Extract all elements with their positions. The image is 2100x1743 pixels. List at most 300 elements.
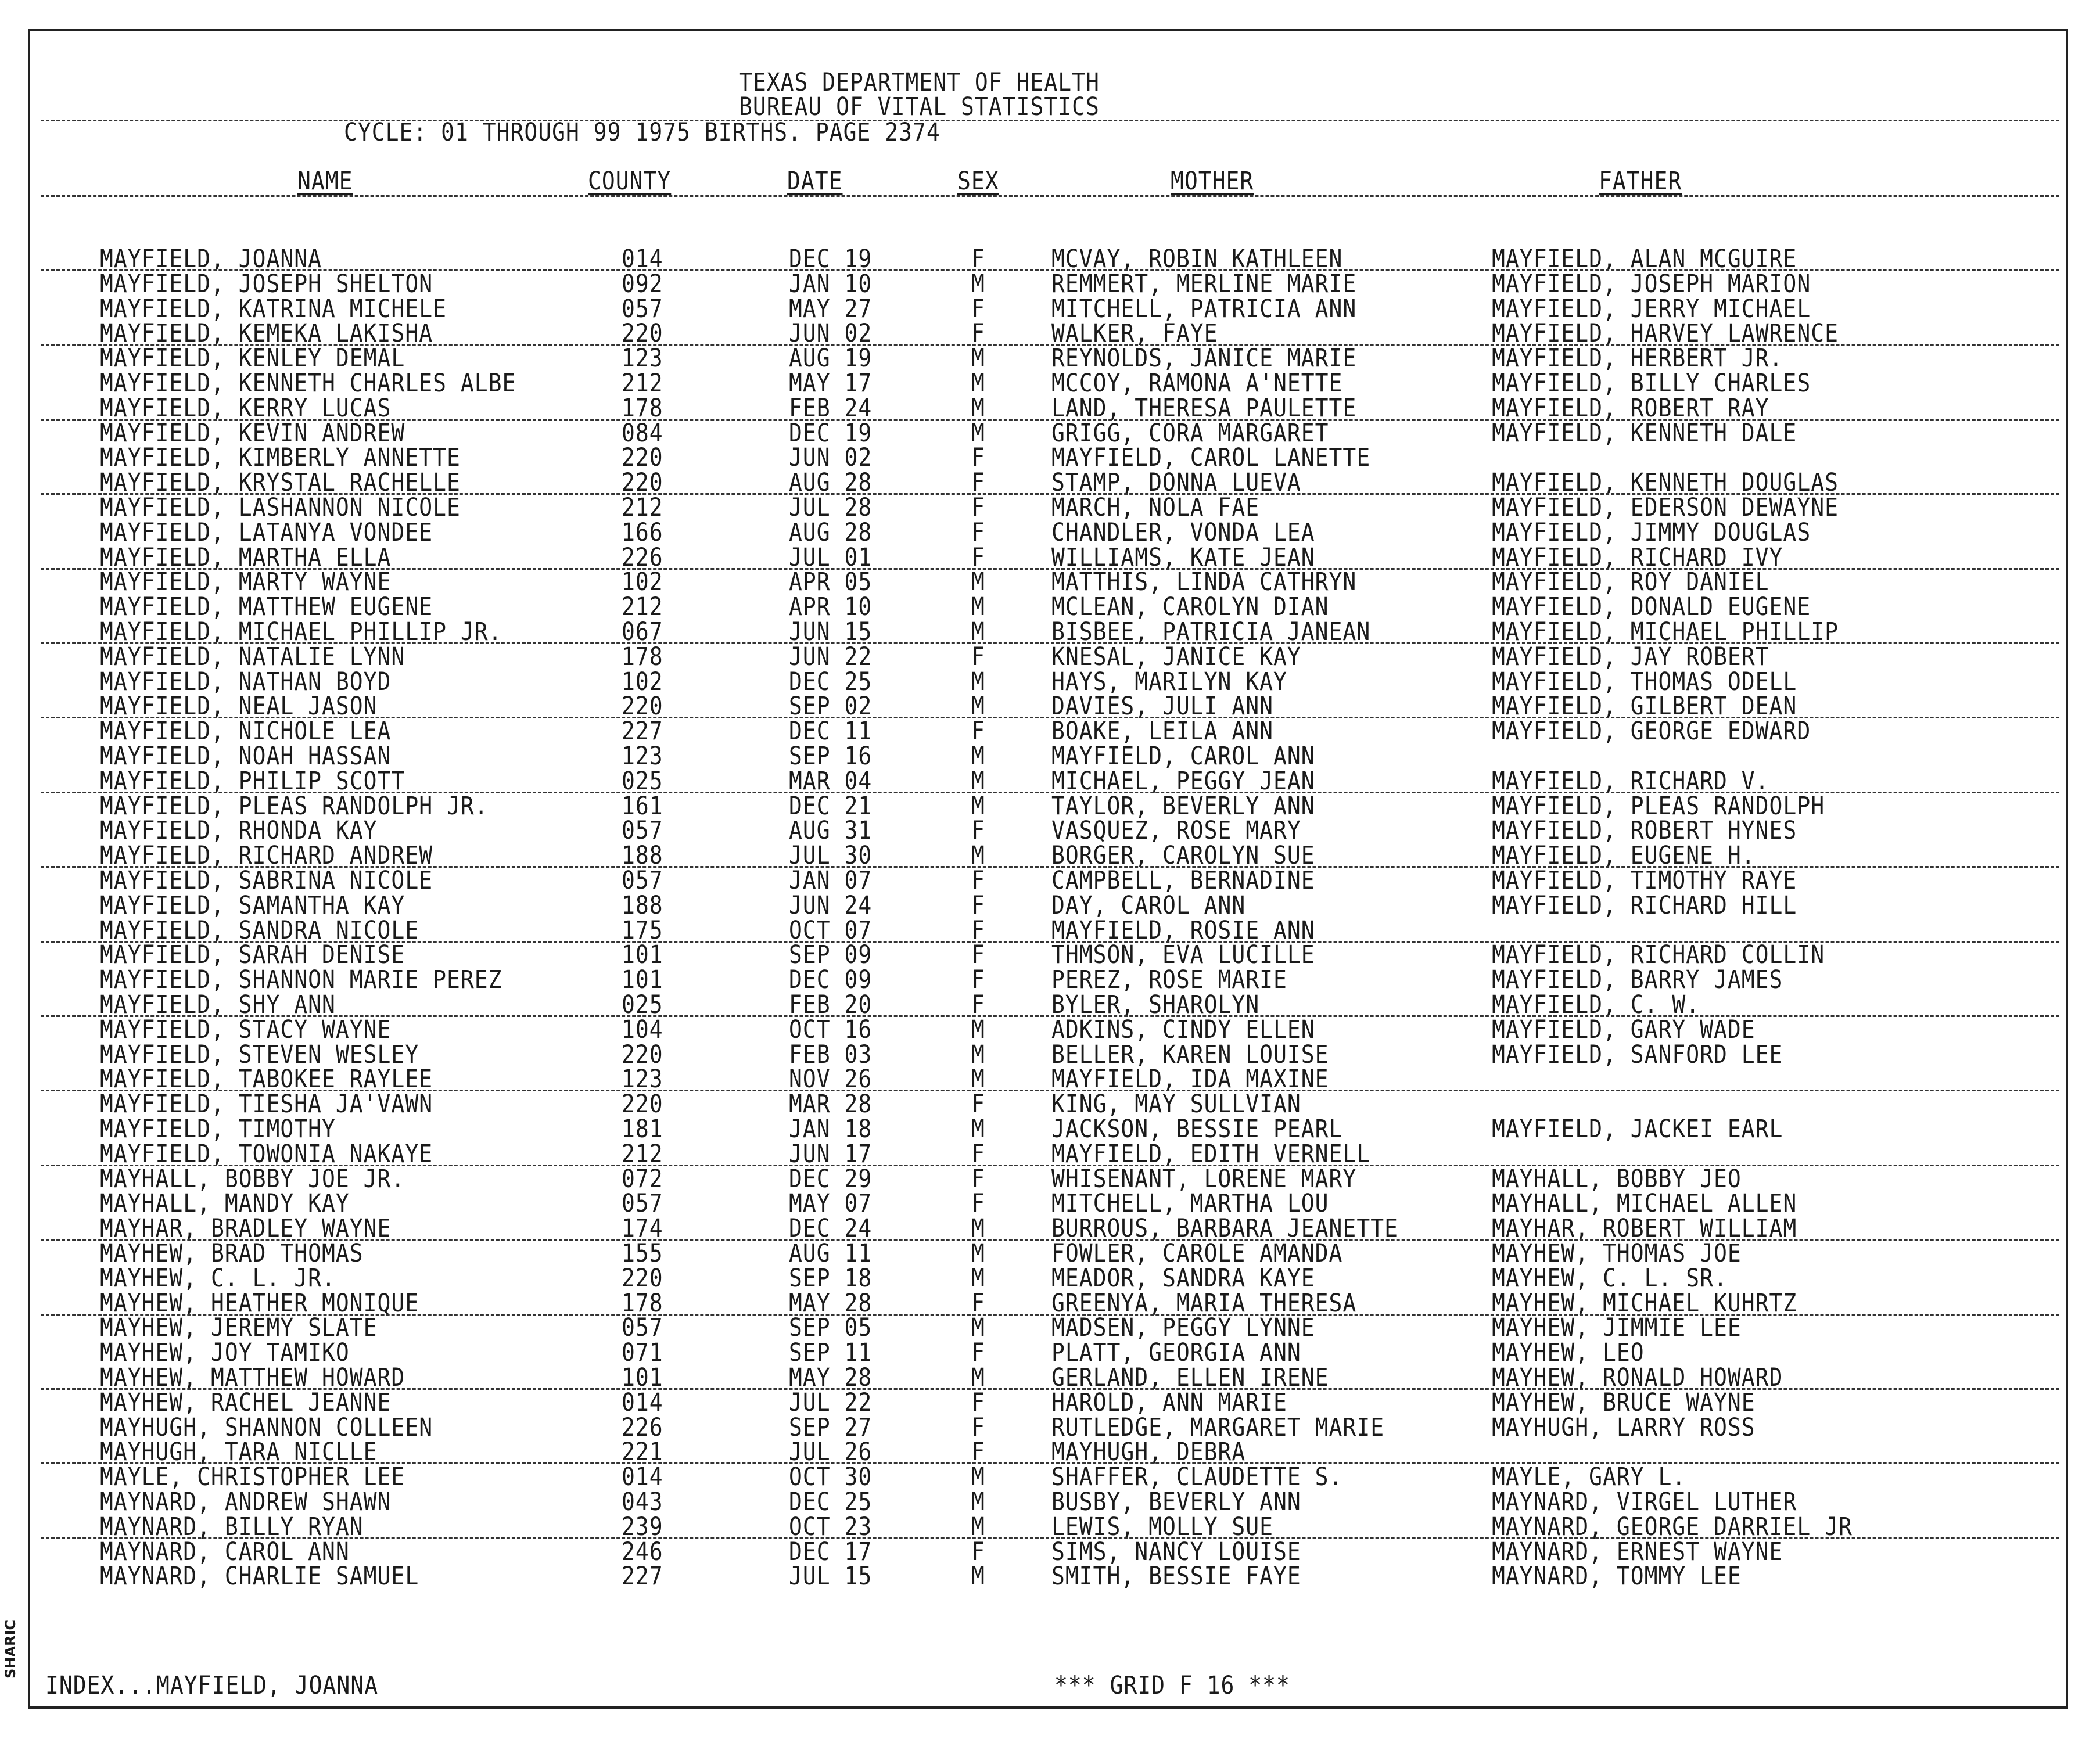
header-agency: TEXAS DEPARTMENT OF HEALTH	[739, 67, 1100, 97]
cell-name: MAYFIELD, NEAL JASON	[100, 692, 378, 721]
cell-county: 220	[622, 1040, 663, 1069]
cell-date: FEB 24	[789, 393, 873, 422]
cell-name: MAYFIELD, KENNETH CHARLES ALBE	[100, 368, 516, 398]
cell-name: MAYFIELD, PHILIP SCOTT	[100, 766, 405, 795]
cell-father: MAYFIELD, HARVEY LAWRENCE	[1492, 319, 1839, 348]
cell-sex: F	[971, 1139, 985, 1168]
side-label: SHARIC	[2, 1620, 19, 1679]
table-row	[0, 892, 2100, 917]
cell-mother: BORGER, CAROLYN SUE	[1051, 841, 1315, 870]
table-row	[0, 816, 2100, 845]
footer-grid: *** GRID F 16 ***	[1054, 1670, 1290, 1700]
cell-mother: MCVAY, ROBIN KATHLEEN	[1051, 244, 1343, 274]
cell-name: MAYFIELD, KIMBERLY ANNETTE	[100, 443, 461, 472]
cell-sex: M	[971, 617, 985, 646]
cell-father: MAYFIELD, SANFORD LEE	[1492, 1040, 1783, 1069]
cell-father: MAYFIELD, RICHARD COLLIN	[1492, 940, 1825, 969]
cell-mother: BISBEE, PATRICIA JANEAN	[1051, 617, 1371, 646]
cell-sex: F	[971, 1288, 985, 1317]
cell-date: FEB 03	[789, 1040, 873, 1069]
cell-mother: MITCHELL, MARTHA LOU	[1051, 1189, 1329, 1218]
cell-name: MAYFIELD, STACY WAYNE	[100, 1015, 392, 1044]
cell-mother: LEWIS, MOLLY SUE	[1051, 1512, 1274, 1541]
table-row	[0, 592, 2100, 621]
cell-date: DEC 19	[789, 244, 873, 274]
cell-date: NOV 26	[789, 1065, 873, 1094]
cell-sex: M	[971, 418, 985, 447]
cell-sex: F	[971, 244, 985, 274]
cell-mother: GRIGG, CORA MARGARET	[1051, 418, 1329, 447]
cell-county: 166	[622, 517, 663, 547]
cell-name: MAYFIELD, TABOKEE RAYLEE	[100, 1065, 433, 1094]
table-row	[0, 1263, 2100, 1292]
cell-father: MAYFIELD, EDERSON DEWAYNE	[1492, 493, 1839, 522]
cell-father: MAYFIELD, GARY WADE	[1492, 1015, 1756, 1044]
table-row	[0, 791, 2100, 820]
cell-name: MAYFIELD, LASHANNON NICOLE	[100, 493, 461, 522]
cell-father: MAYHUGH, LARRY ROSS	[1492, 1413, 1756, 1442]
cell-county: 188	[622, 890, 663, 919]
cell-sex: M	[971, 1065, 985, 1094]
cell-county: 101	[622, 1363, 663, 1392]
cell-father: MAYNARD, VIRGEL LUTHER	[1492, 1487, 1797, 1516]
cell-date: JAN 07	[789, 865, 873, 895]
cell-date: MAY 27	[789, 294, 873, 323]
cell-father: MAYFIELD, MICHAEL PHILLIP	[1492, 617, 1839, 646]
cell-father: MAYFIELD, RICHARD HILL	[1492, 890, 1797, 919]
table-row	[0, 915, 2100, 944]
cell-father: MAYFIELD, HERBERT JR.	[1492, 344, 1783, 373]
cell-date: JUN 22	[789, 642, 873, 671]
table-row	[0, 294, 2100, 323]
cell-mother: ADKINS, CINDY ELLEN	[1051, 1015, 1315, 1044]
cell-name: MAYFIELD, MARTHA ELLA	[100, 542, 392, 572]
cell-sex: M	[971, 741, 985, 771]
cell-date: SEP 11	[789, 1338, 873, 1367]
cell-name: MAYFIELD, MATTHEW EUGENE	[100, 592, 433, 621]
cell-name: MAYFIELD, RHONDA KAY	[100, 816, 378, 845]
cell-sex: F	[971, 915, 985, 944]
cell-father: MAYNARD, GEORGE DARRIEL JR	[1492, 1512, 1853, 1541]
cell-father: MAYFIELD, RICHARD IVY	[1492, 542, 1783, 572]
cell-mother: WHISENANT, LORENE MARY	[1051, 1164, 1357, 1193]
cell-name: MAYHEW, BRAD THOMAS	[100, 1238, 364, 1268]
cell-name: MAYFIELD, RICHARD ANDREW	[100, 841, 433, 870]
cell-father: MAYHALL, BOBBY JEO	[1492, 1164, 1742, 1193]
cell-father: MAYNARD, ERNEST WAYNE	[1492, 1537, 1783, 1566]
cell-mother: DAVIES, JULI ANN	[1051, 692, 1274, 721]
cell-county: 014	[622, 1462, 663, 1492]
cell-county: 057	[622, 816, 663, 845]
cell-sex: M	[971, 344, 985, 373]
cell-mother: MATTHIS, LINDA CATHRYN	[1051, 567, 1357, 596]
cell-name: MAYFIELD, KEVIN ANDREW	[100, 418, 405, 447]
cell-date: OCT 23	[789, 1512, 873, 1541]
cell-mother: MAYFIELD, ROSIE ANN	[1051, 915, 1315, 944]
cell-county: 123	[622, 741, 663, 771]
cell-name: MAYLE, CHRISTOPHER LEE	[100, 1462, 405, 1492]
cell-father: MAYFIELD, ROBERT HYNES	[1492, 816, 1797, 845]
table-row	[0, 1139, 2100, 1168]
cell-mother: JACKSON, BESSIE PEARL	[1051, 1114, 1343, 1144]
cell-mother: MICHAEL, PEGGY JEAN	[1051, 766, 1315, 795]
cell-date: AUG 28	[789, 517, 873, 547]
cell-father: MAYFIELD, C. W.	[1492, 990, 1700, 1019]
cell-county: 212	[622, 493, 663, 522]
cell-mother: PEREZ, ROSE MARIE	[1051, 965, 1287, 994]
cell-county: 071	[622, 1338, 663, 1367]
cell-county: 014	[622, 1388, 663, 1417]
cell-county: 092	[622, 269, 663, 298]
cell-mother: MCCOY, RAMONA A'NETTE	[1051, 368, 1343, 398]
cell-sex: F	[971, 294, 985, 323]
table-row	[0, 642, 2100, 671]
cell-name: MAYHEW, RACHEL JEANNE	[100, 1388, 392, 1417]
cell-father: MAYFIELD, EUGENE H.	[1492, 841, 1756, 870]
cell-mother: MADSEN, PEGGY LYNNE	[1051, 1313, 1315, 1342]
cell-sex: F	[971, 517, 985, 547]
col-sex: SEX	[957, 166, 999, 196]
table-row	[0, 865, 2100, 895]
table-row	[0, 990, 2100, 1019]
cell-name: MAYFIELD, JOSEPH SHELTON	[100, 269, 433, 298]
table-row	[0, 1114, 2100, 1144]
cell-mother: MAYFIELD, EDITH VERNELL	[1051, 1139, 1371, 1168]
cell-name: MAYFIELD, NATHAN BOYD	[100, 667, 392, 696]
cell-mother: THMSON, EVA LUCILLE	[1051, 940, 1315, 969]
cell-mother: MAYFIELD, CAROL ANN	[1051, 741, 1315, 771]
cell-name: MAYFIELD, NATALIE LYNN	[100, 642, 405, 671]
cell-date: JUL 15	[789, 1562, 873, 1591]
cell-date: SEP 02	[789, 692, 873, 721]
table-row	[0, 244, 2100, 274]
cell-name: MAYHUGH, SHANNON COLLEEN	[100, 1413, 433, 1442]
cell-name: MAYFIELD, LATANYA VONDEE	[100, 517, 433, 547]
table-row	[0, 493, 2100, 522]
cell-date: DEC 21	[789, 791, 873, 820]
cell-county: 084	[622, 418, 663, 447]
cell-county: 181	[622, 1114, 663, 1144]
cell-father: MAYFIELD, TIMOTHY RAYE	[1492, 865, 1797, 895]
col-name: NAME	[297, 166, 353, 196]
cell-name: MAYHALL, MANDY KAY	[100, 1189, 350, 1218]
cell-county: 212	[622, 592, 663, 621]
cell-county: 174	[622, 1214, 663, 1243]
cell-name: MAYHEW, HEATHER MONIQUE	[100, 1288, 419, 1317]
cell-sex: F	[971, 940, 985, 969]
table-row	[0, 1214, 2100, 1243]
cell-sex: F	[971, 1164, 985, 1193]
cell-mother: BUSBY, BEVERLY ANN	[1051, 1487, 1301, 1516]
cell-sex: M	[971, 766, 985, 795]
cell-county: 025	[622, 766, 663, 795]
cell-date: AUG 11	[789, 1238, 873, 1268]
table-row	[0, 766, 2100, 795]
cell-father: MAYNARD, TOMMY LEE	[1492, 1562, 1742, 1591]
cell-date: MAY 28	[789, 1288, 873, 1317]
cell-date: JUL 01	[789, 542, 873, 572]
cell-sex: F	[971, 319, 985, 348]
cell-father: MAYHALL, MICHAEL ALLEN	[1492, 1189, 1797, 1218]
cell-sex: M	[971, 841, 985, 870]
cell-name: MAYFIELD, KATRINA MICHELE	[100, 294, 447, 323]
cell-name: MAYNARD, CHARLIE SAMUEL	[100, 1562, 419, 1591]
cell-county: 188	[622, 841, 663, 870]
cell-date: APR 05	[789, 567, 873, 596]
cell-county: 155	[622, 1238, 663, 1268]
cell-county: 178	[622, 1288, 663, 1317]
cell-sex: M	[971, 1040, 985, 1069]
cell-sex: F	[971, 1537, 985, 1566]
cell-county: 123	[622, 344, 663, 373]
table-row	[0, 617, 2100, 646]
table-row	[0, 692, 2100, 721]
cell-date: MAY 17	[789, 368, 873, 398]
cell-sex: F	[971, 865, 985, 895]
cell-mother: SMITH, BESSIE FAYE	[1051, 1562, 1301, 1591]
cell-date: SEP 09	[789, 940, 873, 969]
cell-mother: RUTLEDGE, MARGARET MARIE	[1051, 1413, 1385, 1442]
cell-sex: M	[971, 692, 985, 721]
cell-mother: CAMPBELL, BERNADINE	[1051, 865, 1315, 895]
cell-county: 123	[622, 1065, 663, 1094]
cell-name: MAYHEW, JEREMY SLATE	[100, 1313, 378, 1342]
cell-date: AUG 31	[789, 816, 873, 845]
cell-mother: REMMERT, MERLINE MARIE	[1051, 269, 1357, 298]
cell-date: JUN 02	[789, 319, 873, 348]
cell-sex: M	[971, 269, 985, 298]
cell-father: MAYFIELD, KENNETH DOUGLAS	[1492, 468, 1839, 497]
cell-name: MAYFIELD, TOWONIA NAKAYE	[100, 1139, 433, 1168]
cell-date: JUN 24	[789, 890, 873, 919]
cell-county: 221	[622, 1437, 663, 1467]
cell-date: JUL 26	[789, 1437, 873, 1467]
cell-name: MAYNARD, BILLY RYAN	[100, 1512, 364, 1541]
cell-date: APR 10	[789, 592, 873, 621]
cell-date: JUL 28	[789, 493, 873, 522]
cell-father: MAYFIELD, DONALD EUGENE	[1492, 592, 1811, 621]
cell-name: MAYFIELD, JOANNA	[100, 244, 322, 274]
cell-name: MAYFIELD, SANDRA NICOLE	[100, 915, 419, 944]
cell-mother: HAYS, MARILYN KAY	[1051, 667, 1287, 696]
table-row	[0, 443, 2100, 472]
cell-county: 014	[622, 244, 663, 274]
cell-date: DEC 19	[789, 418, 873, 447]
table-row	[0, 1189, 2100, 1218]
cell-name: MAYFIELD, KEMEKA LAKISHA	[100, 319, 433, 348]
cell-father: MAYHEW, THOMAS JOE	[1492, 1238, 1742, 1268]
table-row	[0, 1040, 2100, 1069]
table-row	[0, 1487, 2100, 1516]
cell-date: SEP 16	[789, 741, 873, 771]
table-row	[0, 841, 2100, 870]
cell-date: SEP 05	[789, 1313, 873, 1342]
cell-name: MAYFIELD, KERRY LUCAS	[100, 393, 392, 422]
cell-sex: M	[971, 592, 985, 621]
cell-sex: F	[971, 1413, 985, 1442]
header-bureau: BUREAU OF VITAL STATISTICS	[739, 92, 1100, 121]
cell-mother: SIMS, NANCY LOUISE	[1051, 1537, 1301, 1566]
cell-father: MAYFIELD, ROY DANIEL	[1492, 567, 1769, 596]
cell-sex: F	[971, 1189, 985, 1218]
cell-mother: MEADOR, SANDRA KAYE	[1051, 1263, 1315, 1292]
cell-county: 226	[622, 542, 663, 572]
cell-sex: F	[971, 1338, 985, 1367]
cell-date: JAN 18	[789, 1114, 873, 1144]
cell-father: MAYHEW, RONALD HOWARD	[1492, 1363, 1783, 1392]
cell-mother: CHANDLER, VONDA LEA	[1051, 517, 1315, 547]
cell-county: 102	[622, 667, 663, 696]
cell-county: 212	[622, 368, 663, 398]
cell-date: JUN 15	[789, 617, 873, 646]
table-row	[0, 319, 2100, 348]
cell-name: MAYFIELD, NOAH HASSAN	[100, 741, 392, 771]
column-header-divider	[41, 195, 2059, 197]
cell-mother: BELLER, KAREN LOUISE	[1051, 1040, 1329, 1069]
table-row	[0, 667, 2100, 696]
cell-sex: F	[971, 990, 985, 1019]
cell-mother: STAMP, DONNA LUEVA	[1051, 468, 1301, 497]
cell-sex: F	[971, 642, 985, 671]
cell-father: MAYLE, GARY L.	[1492, 1462, 1686, 1492]
cell-county: 178	[622, 393, 663, 422]
cell-name: MAYHEW, JOY TAMIKO	[100, 1338, 350, 1367]
cell-county: 220	[622, 1263, 663, 1292]
cell-county: 161	[622, 791, 663, 820]
cell-date: JUN 17	[789, 1139, 873, 1168]
cell-mother: MARCH, NOLA FAE	[1051, 493, 1260, 522]
cell-county: 067	[622, 617, 663, 646]
cell-date: DEC 17	[789, 1537, 873, 1566]
cell-county: 220	[622, 468, 663, 497]
cell-sex: F	[971, 542, 985, 572]
cell-date: DEC 09	[789, 965, 873, 994]
cell-father: MAYFIELD, JIMMY DOUGLAS	[1492, 517, 1811, 547]
col-father: FATHER	[1599, 166, 1682, 196]
cell-date: JUN 02	[789, 443, 873, 472]
cell-name: MAYFIELD, PLEAS RANDOLPH JR.	[100, 791, 489, 820]
cell-sex: M	[971, 791, 985, 820]
cell-county: 057	[622, 1313, 663, 1342]
cell-father: MAYHAR, ROBERT WILLIAM	[1492, 1214, 1797, 1243]
cell-father: MAYHEW, MICHAEL KUHRTZ	[1492, 1288, 1797, 1317]
cell-county: 227	[622, 1562, 663, 1591]
cell-sex: F	[971, 468, 985, 497]
cell-father: MAYFIELD, GILBERT DEAN	[1492, 692, 1797, 721]
cell-name: MAYFIELD, MARTY WAYNE	[100, 567, 392, 596]
cell-county: 226	[622, 1413, 663, 1442]
cell-father: MAYFIELD, JACKEI EARL	[1492, 1114, 1783, 1144]
cell-sex: F	[971, 493, 985, 522]
cell-date: JUL 30	[789, 841, 873, 870]
cell-mother: SHAFFER, CLAUDETTE S.	[1051, 1462, 1343, 1492]
cell-father: MAYHEW, C. L. SR.	[1492, 1263, 1728, 1292]
table-row	[0, 1512, 2100, 1541]
table-row	[0, 1388, 2100, 1417]
cell-mother: BURROUS, BARBARA JEANETTE	[1051, 1214, 1398, 1243]
cell-date: DEC 25	[789, 1487, 873, 1516]
cell-date: DEC 25	[789, 667, 873, 696]
cell-date: AUG 19	[789, 344, 873, 373]
col-county: COUNTY	[588, 166, 672, 196]
cell-date: OCT 30	[789, 1462, 873, 1492]
header-cycle: CYCLE: 01 THROUGH 99 1975 BIRTHS. PAGE 2374	[344, 117, 940, 147]
cell-father: MAYFIELD, KENNETH DALE	[1492, 418, 1797, 447]
cell-name: MAYFIELD, STEVEN WESLEY	[100, 1040, 419, 1069]
table-row	[0, 269, 2100, 298]
cell-mother: DAY, CAROL ANN	[1051, 890, 1246, 919]
table-row	[0, 517, 2100, 547]
cell-sex: M	[971, 1263, 985, 1292]
table-row	[0, 741, 2100, 771]
cell-date: MAY 07	[789, 1189, 873, 1218]
cell-county: 220	[622, 443, 663, 472]
cell-county: 220	[622, 1090, 663, 1119]
cell-sex: M	[971, 1313, 985, 1342]
cell-name: MAYHALL, BOBBY JOE JR.	[100, 1164, 405, 1193]
cell-sex: M	[971, 1238, 985, 1268]
table-row	[0, 1164, 2100, 1193]
cell-sex: M	[971, 1462, 985, 1492]
cell-date: MAY 28	[789, 1363, 873, 1392]
cell-county: 057	[622, 1189, 663, 1218]
cell-father: MAYFIELD, PLEAS RANDOLPH	[1492, 791, 1825, 820]
table-row	[0, 717, 2100, 746]
table-row	[0, 1338, 2100, 1367]
cell-name: MAYFIELD, SHANNON MARIE PEREZ	[100, 965, 502, 994]
cell-father: MAYFIELD, JOSEPH MARION	[1492, 269, 1811, 298]
table-row	[0, 1238, 2100, 1268]
table-row	[0, 1090, 2100, 1119]
cell-name: MAYHEW, MATTHEW HOWARD	[100, 1363, 405, 1392]
cell-mother: KING, MAY SULLVIAN	[1051, 1090, 1301, 1119]
cell-father: MAYFIELD, GEORGE EDWARD	[1492, 717, 1811, 746]
cell-mother: MCLEAN, CAROLYN DIAN	[1051, 592, 1329, 621]
table-row	[0, 1537, 2100, 1566]
cell-county: 239	[622, 1512, 663, 1541]
cell-sex: M	[971, 1562, 985, 1591]
cell-sex: M	[971, 1015, 985, 1044]
cell-county: 212	[622, 1139, 663, 1168]
cell-county: 246	[622, 1537, 663, 1566]
cell-sex: M	[971, 1512, 985, 1541]
cell-father: MAYFIELD, THOMAS ODELL	[1492, 667, 1797, 696]
cell-sex: M	[971, 1487, 985, 1516]
cell-father: MAYHEW, LEO	[1492, 1338, 1645, 1367]
cell-sex: M	[971, 1114, 985, 1144]
cell-sex: M	[971, 567, 985, 596]
cell-name: MAYHUGH, TARA NICLLE	[100, 1437, 378, 1467]
cell-county: 101	[622, 965, 663, 994]
cell-name: MAYFIELD, KRYSTAL RACHELLE	[100, 468, 461, 497]
table-row	[0, 1413, 2100, 1442]
cell-date: DEC 24	[789, 1214, 873, 1243]
cell-father: MAYHEW, JIMMIE LEE	[1492, 1313, 1742, 1342]
cell-mother: GERLAND, ELLEN IRENE	[1051, 1363, 1329, 1392]
cell-mother: PLATT, GEORGIA ANN	[1051, 1338, 1301, 1367]
cell-date: FEB 20	[789, 990, 873, 1019]
cell-mother: BOAKE, LEILA ANN	[1051, 717, 1274, 746]
cell-date: OCT 07	[789, 915, 873, 944]
cell-sex: F	[971, 717, 985, 746]
cell-county: 101	[622, 940, 663, 969]
table-row	[0, 1015, 2100, 1044]
cell-mother: TAYLOR, BEVERLY ANN	[1051, 791, 1315, 820]
table-row	[0, 1065, 2100, 1094]
cell-sex: M	[971, 667, 985, 696]
footer-index: INDEX...MAYFIELD, JOANNA	[45, 1670, 379, 1700]
table-row	[0, 965, 2100, 994]
